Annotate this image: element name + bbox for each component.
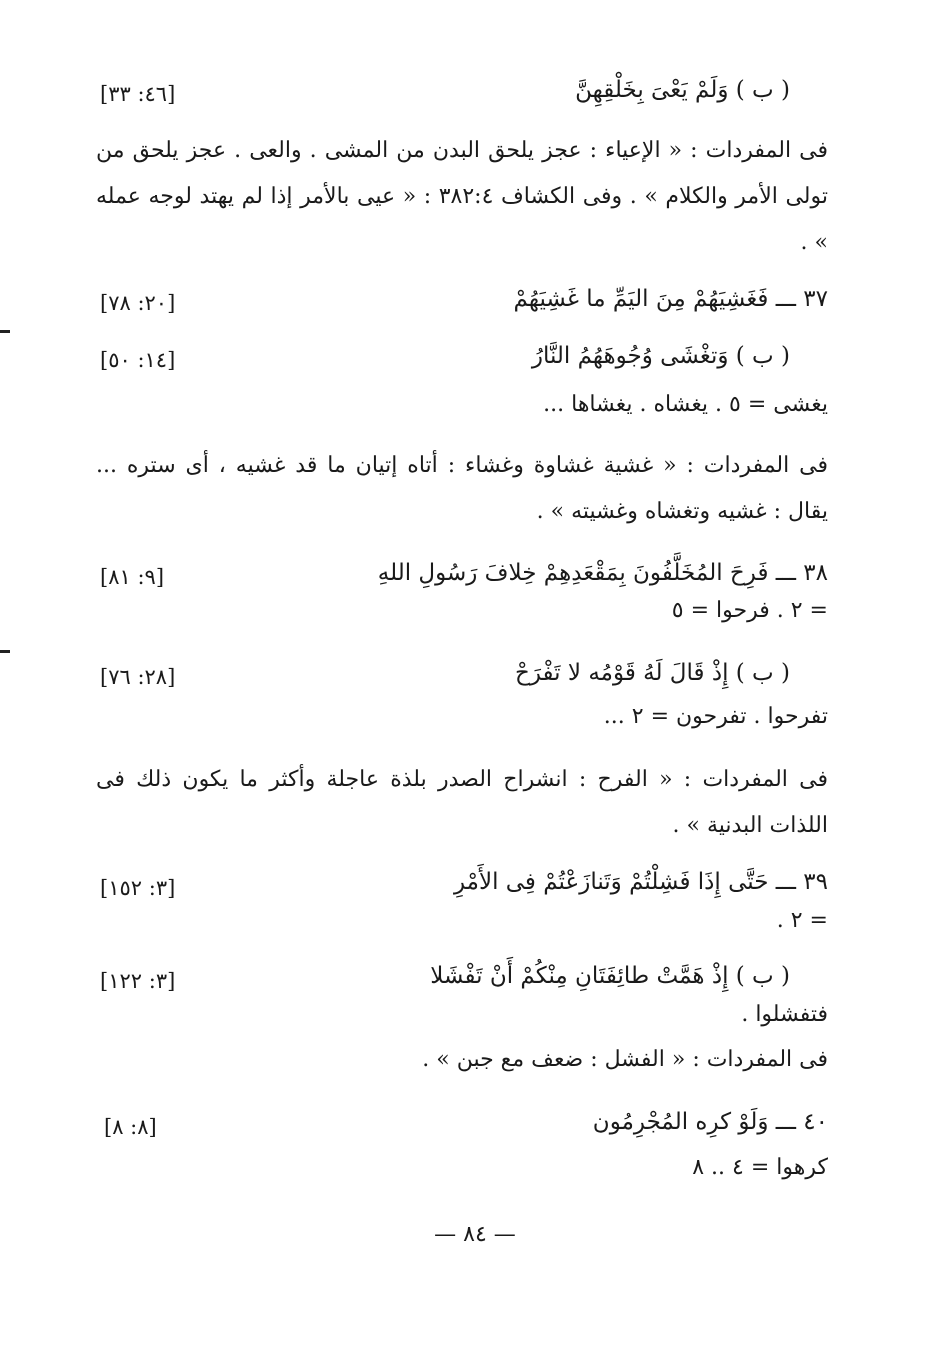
scan-edge-mark [0,330,10,333]
commentary-paragraph: فى المفردات : « غشية غشاوة وغشاء : أتاه إتيان ما قد غشيه ، أى ستره ... يقال : غشيه وتغشاه وغشيته » . [96,453,828,524]
verse-reference: [١٤: ٥٠] [100,348,176,372]
verse-reference: [٣: ١٢٢] [100,969,176,993]
verse-reference: [٢٨: ٧٦] [100,665,176,689]
commentary-line: = ٢ . فرحوا = ٥ [671,598,828,623]
verse-line: ٣٩ ـــ حَتَّى إِذَا فَشِلْتُمْ وَتَنازَعْتُمْ فِى الأَمْرِ [453,869,828,895]
verse-reference: [٢٠: ٧٨] [100,291,176,315]
commentary-paragraph: فى المفردات : « الفرح : انشراح الصدر بلذة عاجلة وأكثر ما يكون ذلك فى اللذات البدنية » . [96,767,828,838]
verse-line: ( ب ) وَلَمْ يَعْىَ بِخَلْقِهِنَّ [575,77,790,103]
commentary-line: يغشى = ٥ . يغشاه . يغشاها ... [543,392,828,417]
verse-line: ( ب ) وَتغْشَى وُجُوهَهُمُ النَّارُ [531,343,790,369]
commentary-line: تفرحوا . تفرحون = ٢ ... [603,704,828,729]
scan-edge-mark [0,650,10,653]
verse-line: ٣٨ ـــ فَرِحَ المُخَلَّفُونَ بِمَقْعَدِهِمْ خِلافَ رَسُولِ اللهِ [377,560,828,586]
commentary-line: كرهوا = ٤ .. ٨ [692,1155,828,1180]
page-number: — ٨٤ — [434,1222,516,1247]
verse-reference: [٣: ١٥٢] [100,876,176,900]
verse-line: ٣٧ ـــ فَغَشِيَهُمْ مِنَ اليَمِّ ما غَشِيَهُمْ [513,286,828,312]
verse-reference: [٤٦: ٣٣] [100,82,176,106]
verse-line: ( ب ) إِذْ هَمَّتْ طائِفَتَانِ مِنْكُمْ أَنْ تَفْشَلا [430,963,790,989]
commentary-line: فى المفردات : « الفشل : ضعف مع جبن » . [422,1047,828,1072]
verse-line: ٤٠ ـــ وَلَوْ كرِه المُجْرِمُون [592,1109,828,1135]
commentary-line: فتفشلوا . [741,1002,828,1027]
commentary-paragraph: فى المفردات : « الإعياء : عجز يلحق البدن من المشى . والعى . عجز يلحق من تولى الأمر والكلام » . وفى الكشاف ٣٨٢:٤ : « عيى بالأمر إذا لم يهتد لوجه عمله » . [96,138,828,255]
commentary-line: = ٢ . [776,908,828,933]
verse-line: ( ب ) إِذْ قَالَ لَهُ قَوْمُه لا تَفْرَحْ [515,660,790,686]
verse-reference: [٩: ٨١] [100,565,165,589]
verse-reference: [٨: ٨] [104,1115,157,1139]
